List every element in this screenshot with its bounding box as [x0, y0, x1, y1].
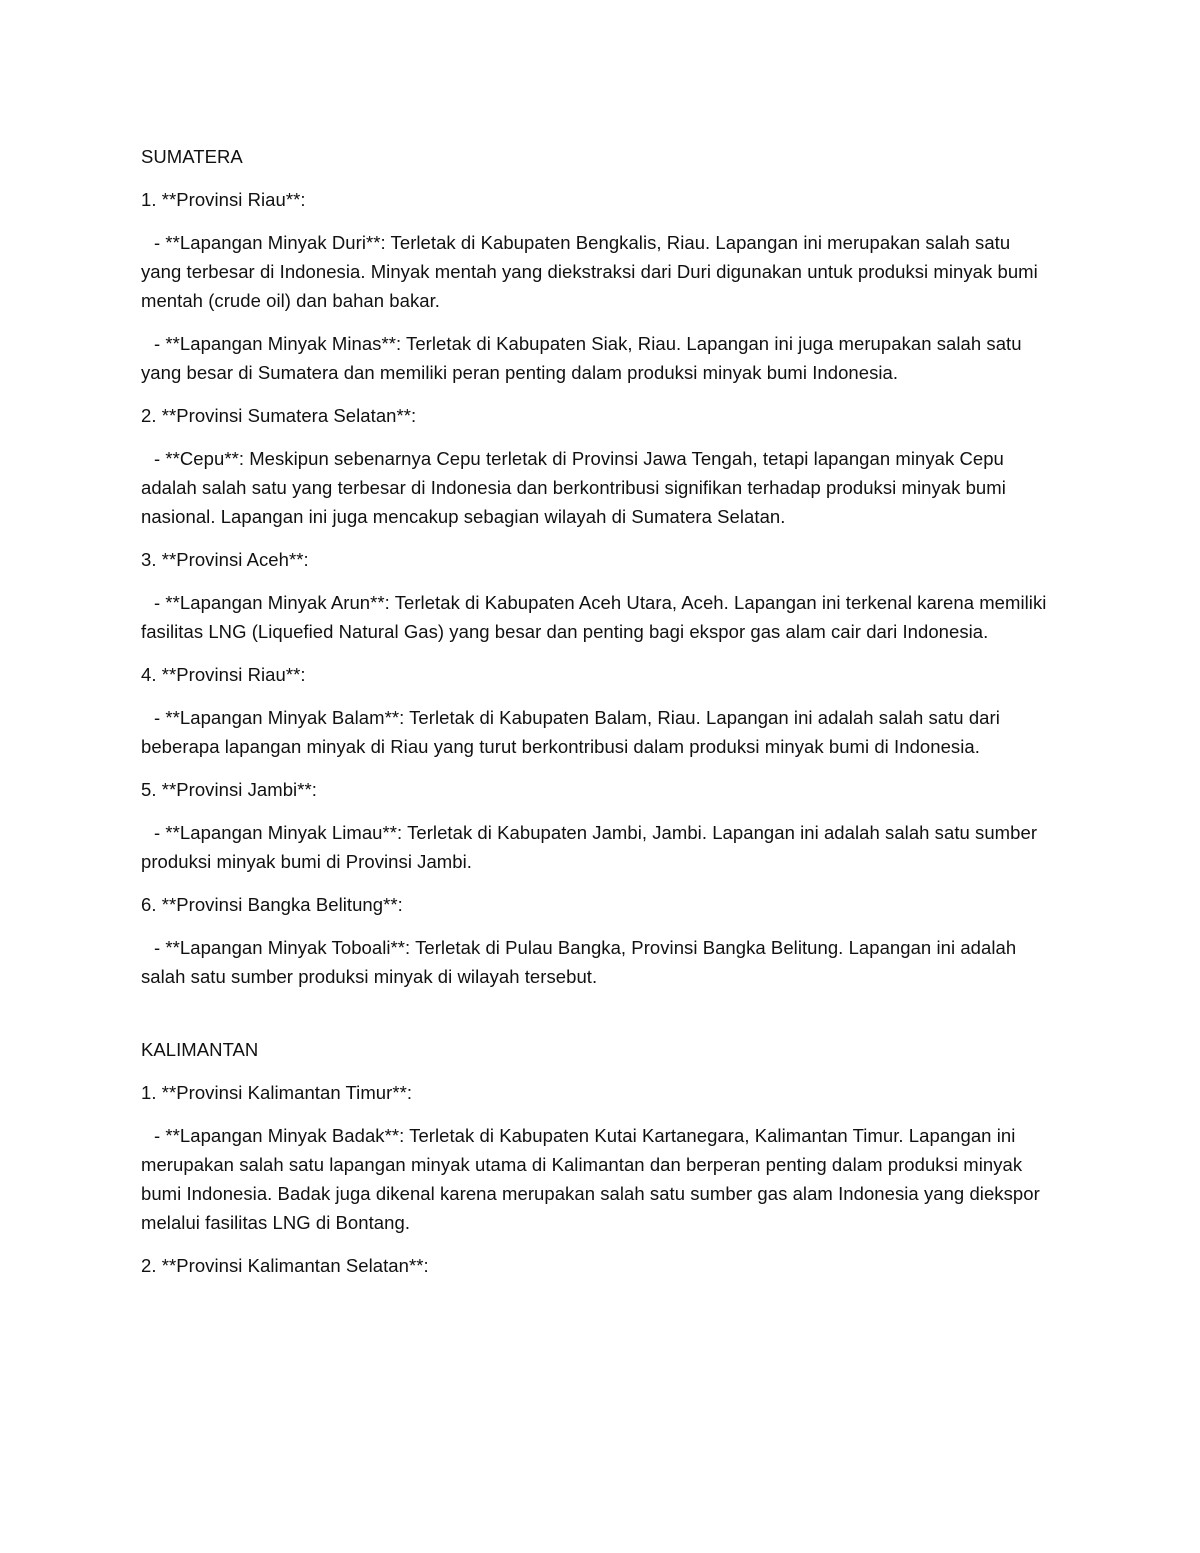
- section-sumatera: [141, 142, 1050, 991]
- province-item: 6. **Provinsi Bangka Belitung**:: [141, 894, 403, 915]
- province-item: 2. **Provinsi Kalimantan Selatan**:: [141, 1255, 429, 1276]
- field-description: - **Lapangan Minyak Badak**: Terletak di Kabupaten Kutai Kartanegara, Kalimantan Timur. Lapangan ini merupakan salah satu lapangan minyak utama di Kalimantan dan berperan penting dalam produksi minyak bumi Indonesia. Badak juga dikenal karena merupakan salah satu sumber gas alam Indonesia yang diekspor melalui fasilitas LNG di Bontang.: [141, 1125, 1040, 1233]
- section-kalimantan: [141, 1035, 1050, 1280]
- province-item: 5. **Provinsi Jambi**:: [141, 779, 317, 800]
- section-heading: SUMATERA: [141, 146, 243, 167]
- field-description: - **Lapangan Minyak Balam**: Terletak di Kabupaten Balam, Riau. Lapangan ini adalah salah satu dari beberapa lapangan minyak di Riau yang turut berkontribusi dalam produksi minyak bumi di Indonesia.: [141, 707, 1000, 757]
- field-description: - **Lapangan Minyak Toboali**: Terletak di Pulau Bangka, Provinsi Bangka Belitung. Lapangan ini adalah salah satu sumber produksi minyak di wilayah tersebut.: [141, 937, 1017, 987]
- field-description: - **Cepu**: Meskipun sebenarnya Cepu terletak di Provinsi Jawa Tengah, tetapi lapangan minyak Cepu adalah salah satu yang terbesar di Indonesia dan berkontribusi signifikan terhadap produksi minyak bumi nasional. Lapangan ini juga mencakup sebagian wilayah di Sumatera Selatan.: [141, 448, 1006, 527]
- section-heading: KALIMANTAN: [141, 1039, 259, 1060]
- field-description: - **Lapangan Minyak Arun**: Terletak di Kabupaten Aceh Utara, Aceh. Lapangan ini terkenal karena memiliki fasilitas LNG (Liquefied Natural Gas) yang besar dan penting bagi ekspor gas alam cair dari Indonesia.: [141, 592, 1047, 642]
- field-description: - **Lapangan Minyak Minas**: Terletak di Kabupaten Siak, Riau. Lapangan ini juga merupakan salah satu yang besar di Sumatera dan memiliki peran penting dalam produksi minyak bumi Indonesia.: [141, 333, 1022, 383]
- field-description: - **Lapangan Minyak Duri**: Terletak di Kabupaten Bengkalis, Riau. Lapangan ini merupakan salah satu yang terbesar di Indonesia. Minyak mentah yang diekstraksi dari Duri digunakan untuk produksi minyak bumi mentah (crude oil) dan bahan bakar.: [141, 232, 1038, 311]
- province-item: 1. **Provinsi Riau**:: [141, 189, 306, 210]
- field-description: - **Lapangan Minyak Limau**: Terletak di Kabupaten Jambi, Jambi. Lapangan ini adalah salah satu sumber produksi minyak bumi di Provinsi Jambi.: [141, 822, 1038, 872]
- province-item: 2. **Provinsi Sumatera Selatan**:: [141, 405, 417, 426]
- province-item: 4. **Provinsi Riau**:: [141, 664, 306, 685]
- province-item: 1. **Provinsi Kalimantan Timur**:: [141, 1082, 413, 1103]
- province-item: 3. **Provinsi Aceh**:: [141, 549, 309, 570]
